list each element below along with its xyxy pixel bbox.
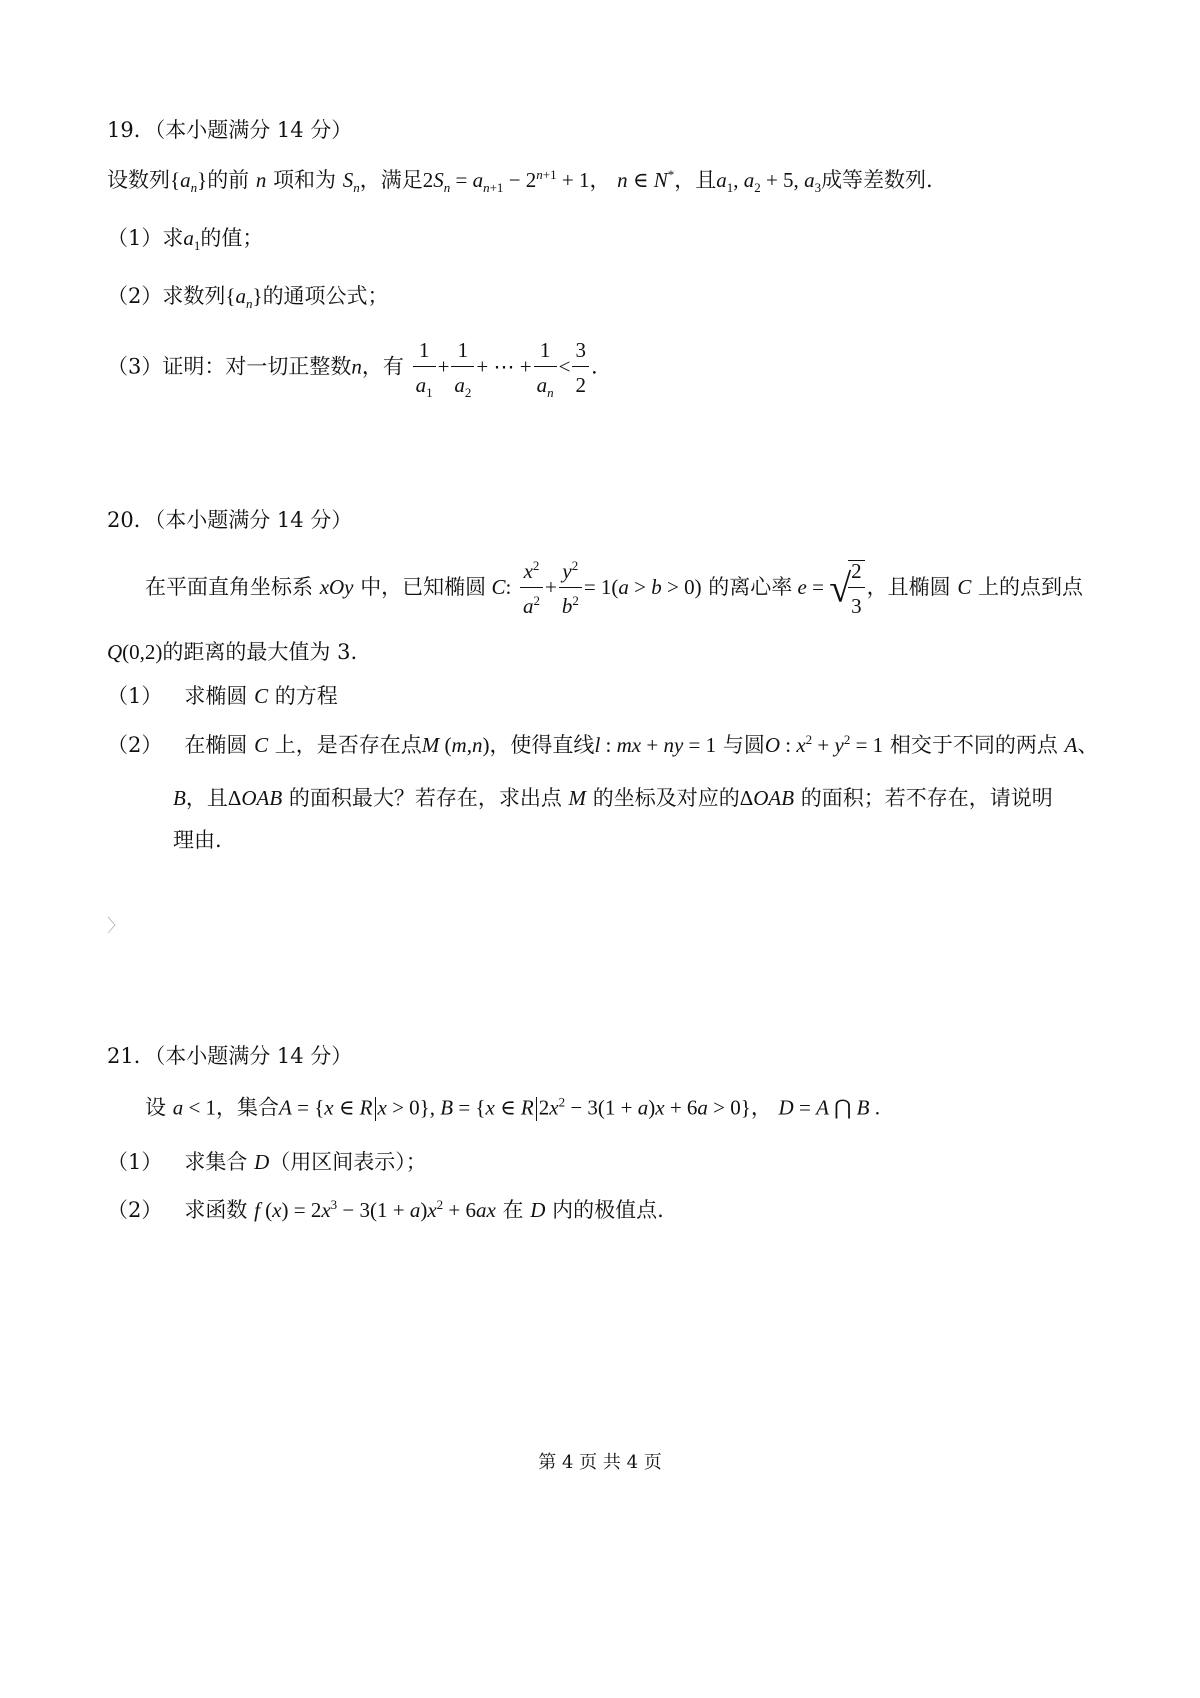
q20-part1: （1） 求椭圆 C 的方程: [107, 684, 338, 708]
q20-stem: 在平面直角坐标系 xOy 中，已知椭圆 C: $\frac{x^2}{a^2}$ + $\frac{y^2}{b^2}$ = 1(a > b > 0) 的离心率 e = √ $\frac{2}{3}$ ，且椭圆 C 上的点到点: [145, 557, 1084, 618]
q21-part2: （2） 求函数 f $(x) = 2x^3 - 3(1 + a)x^2 + 6ax$ 在 D 内的极值点.: [107, 1197, 664, 1222]
q20-part2-line2: B，且ΔOAB 的面积最大？若存在，求出点 M 的坐标及对应的ΔOAB 的面积；若不存在，请说明: [173, 786, 1053, 810]
q19-part3: （3）证明：对一切正整数n，有 $\frac{1}{a_1}$ + $\frac{1}{a_2}$ + ⋯ + $\frac{1}{a_n}$ < $\frac{3}{2}$ .: [107, 338, 598, 401]
q21-part1: （1） 求集合 D（用区间表示）；: [107, 1150, 427, 1174]
q19-header: 19．（本小题满分 14 分）: [107, 118, 353, 142]
stray-mark: 〉: [107, 916, 125, 937]
page-footer: 第 4 页 共 4 页: [538, 1452, 662, 1473]
q21-header: 21．（本小题满分 14 分）: [107, 1044, 353, 1068]
q20-part2-line3: 理由.: [173, 828, 222, 852]
q19-part1: （1）求$a_1$的值；: [107, 226, 264, 254]
q19-stem: 设数列$\{a_n\}$的前 n 项和为 $S_n$，满足$2S_n = a_{n+1} - 2^{n+1} + 1$， n ∈ N*，且$a_1$, $a_2 + 5$, $a_3$成等差数列.: [107, 167, 933, 196]
q19-part2: （2）求数列$\{a_n\}$的通项公式；: [107, 284, 389, 312]
q20-stem-line2: Q(0,2)的距离的最大值为 3.: [107, 640, 358, 664]
q20-part2: （2） 在椭圆 C 上，是否存在点M (m,n)，使得直线l : mx + ny = 1 与圆O : $x^2 + y^2 = 1$ 相交于不同的两点 A、: [107, 732, 1099, 757]
q20-header: 20．（本小题满分 14 分）: [107, 508, 353, 532]
q21-stem: 设 a < 1，集合A = {x ∈ R x > 0}, B = {x ∈ R $2x^2 - 3(1 + a)x + 6a > 0$}， D = A ⋂ B .: [145, 1094, 880, 1120]
